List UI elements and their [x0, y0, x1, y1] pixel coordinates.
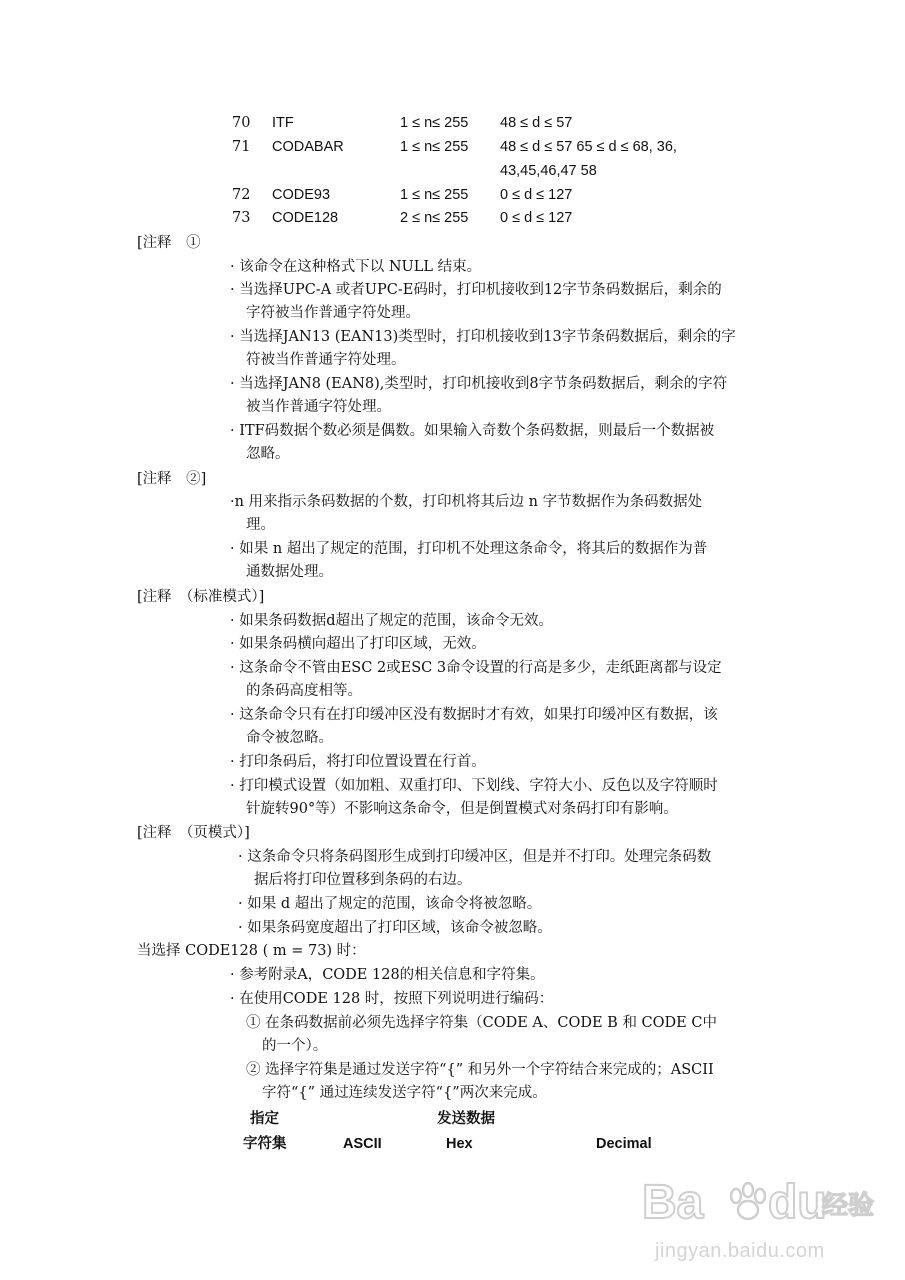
- watermark-url: jingyan.baidu.com: [655, 1240, 825, 1262]
- note-item: · 如果 d 超出了规定的范围，该命令将被忽略。: [238, 896, 542, 912]
- code128-step: ① 在条码数据前必须先选择字符集（CODE A、CODE B 和 CODE C中: [246, 1015, 717, 1031]
- note-item-cont: 针旋转90°等）不影响这条命令，但是倒置模式对条码打印有影响。: [246, 801, 678, 817]
- header-send-data: 发送数据: [437, 1110, 495, 1127]
- note-item: · 当选择JAN13 (EAN13)类型时，打印机接收到13字节条码数据后，剩余的字: [230, 329, 736, 345]
- row-data-range: 0 ≤ d ≤ 127: [500, 187, 573, 203]
- note-item: · 该命令在这种格式下以 NULL 结束。: [230, 259, 482, 275]
- note-item: · 打印条码后，将打印位置设置在行首。: [230, 754, 486, 770]
- row-type: ITF: [272, 115, 294, 131]
- row-data-range: 48 ≤ d ≤ 57: [500, 115, 573, 131]
- header-decimal: Decimal: [596, 1136, 652, 1152]
- note-page-mode-heading: [注释 （页模式）]: [137, 825, 250, 841]
- row-number: 70: [232, 115, 251, 131]
- note-item-cont: 的条码高度相等。: [246, 683, 362, 699]
- note-item: · 这条命令不管由ESC 2或ESC 3命令设置的行高是多少，走纸距离都与设定: [230, 660, 722, 676]
- svg-text:Ba: Ba: [642, 1176, 704, 1229]
- row-range: 1 ≤ n≤ 255: [400, 139, 469, 155]
- note-item-cont: 理。: [246, 517, 275, 533]
- header-charset: 字符集: [243, 1135, 287, 1152]
- note-item: · 如果条码宽度超出了打印区域，该命令被忽略。: [238, 920, 552, 936]
- note-item-cont: 命令被忽略。: [246, 730, 333, 746]
- code128-step-cont: 的一个）。: [262, 1038, 328, 1054]
- note-item: · 这条命令只有在打印缓冲区没有数据时才有效，如果打印缓冲区有数据，该: [230, 707, 718, 723]
- row-number: 71: [232, 139, 251, 155]
- code128-step: ② 选择字符集是通过发送字符“{” 和另外一个字符结合来完成的；ASCII: [246, 1062, 714, 1078]
- note-item-cont: 忽略。: [246, 446, 290, 462]
- note-item: · 当选择JAN8 (EAN8),类型时，打印机接收到8字节条码数据后，剩余的字符: [230, 376, 728, 392]
- note-item: · 如果条码数据d超出了规定的范围，该命令无效。: [230, 613, 553, 629]
- code128-item: · 参考附录A，CODE 128的相关信息和字符集。: [230, 967, 545, 983]
- header-specify: 指定: [250, 1110, 279, 1127]
- row-data-range-cont: 43,45,46,47 58: [500, 163, 597, 179]
- note-standard-mode-heading: [注释 （标准模式）]: [137, 589, 265, 605]
- note-item-cont: 通数据处理。: [246, 564, 333, 580]
- note-item: · ITF码数据个数必须是偶数。如果输入奇数个条码数据，则最后一个数据被: [230, 423, 715, 439]
- note-item-cont: 被当作普通字符处理。: [246, 399, 391, 415]
- baidu-paw-logo-icon: [640, 1158, 880, 1238]
- note-item: · 当选择UPC-A 或者UPC-E码时，打印机接收到12字节条码数据后，剩余的: [230, 282, 722, 298]
- note-item-cont: 据后将打印位置移到条码的右边。: [254, 872, 472, 888]
- row-range: 1 ≤ n≤ 255: [400, 115, 469, 131]
- note-item: · 打印模式设置（如加粗、双重打印、下划线、字符大小、反色以及字符顺时: [230, 778, 718, 794]
- note-item: · 这条命令只将条码图形生成到打印缓冲区，但是并不打印。处理完条码数: [238, 849, 712, 865]
- note-item: ·n 用来指示条码数据的个数，打印机将其后边 n 字节数据作为条码数据处: [230, 494, 703, 510]
- note-1-heading: [注释 ①: [137, 235, 201, 251]
- row-type: CODE93: [272, 187, 331, 203]
- header-hex: Hex: [446, 1136, 473, 1152]
- row-data-range: 48 ≤ d ≤ 57 65 ≤ d ≤ 68, 36,: [500, 139, 677, 155]
- note-item-cont: 符被当作普通字符处理。: [246, 352, 406, 368]
- row-data-range: 0 ≤ d ≤ 127: [500, 210, 573, 226]
- note-item: · 如果 n 超出了规定的范围，打印机不处理这条命令，将其后的数据作为普: [230, 541, 708, 557]
- note-item-cont: 字符被当作普通字符处理。: [246, 305, 420, 321]
- code128-heading: 当选择 CODE128 ( m = 73) 时：: [137, 943, 366, 959]
- row-number: 72: [232, 187, 251, 203]
- note-2-heading: [注释 ②]: [137, 471, 207, 487]
- code128-item: · 在使用CODE 128 时，按照下列说明进行编码：: [230, 991, 554, 1007]
- row-range: 2 ≤ n≤ 255: [400, 210, 469, 226]
- code128-step-cont: 字符“{” 通过连续发送字符“{”两次来完成。: [262, 1085, 547, 1101]
- svg-text:经验: 经验: [822, 1190, 875, 1220]
- row-number: 73: [232, 210, 251, 226]
- note-item: · 如果条码横向超出了打印区域，无效。: [230, 636, 486, 652]
- row-range: 1 ≤ n≤ 255: [400, 187, 469, 203]
- header-ascii: ASCII: [343, 1136, 382, 1152]
- svg-text:du: du: [768, 1176, 827, 1229]
- row-type: CODE128: [272, 210, 339, 226]
- row-type: CODABAR: [272, 139, 344, 155]
